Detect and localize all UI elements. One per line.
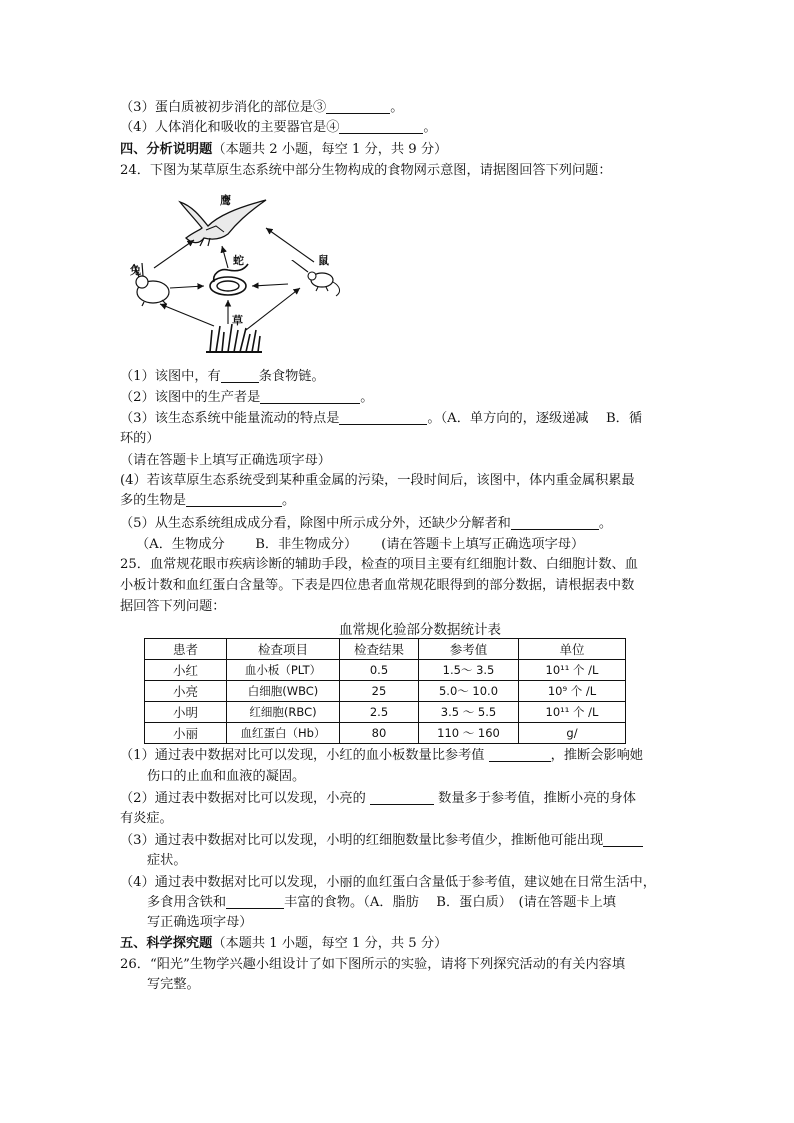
q24-part3-cont: 环的） [120,431,160,446]
q26-stem-cont: 写完整。 [147,977,200,992]
reference-cell: 5.0～ 10.0 [419,681,519,702]
table-row [145,702,626,723]
mouse-icon [308,272,340,296]
result-cell: 0.5 [340,660,419,681]
q25-part4-tip: 写正确选项字母） [147,915,253,930]
q24-part1: （1）该图中，有 条食物链。 [120,369,325,384]
answer-blank[interactable] [326,99,390,114]
item-cell: 血小板（PLT） [227,660,340,681]
column-header: 患者 [145,639,227,660]
answer-blank[interactable] [370,790,434,805]
arrow-rabbit-eagle [154,240,194,268]
item-cell: 白细胞(WBC) [227,681,340,702]
mouse-eagle-arrow [258,210,318,265]
column-header: 检查项目 [227,639,340,660]
section-heading: 四、分析说明题（本题共 2 小题，每空 1 分，共 9 分） [120,142,448,157]
unit-cell: 10¹¹ 个 /L [519,702,626,723]
q25-stem-2: 小板计数和血红蛋白含量等。下表是四位患者血常规花眼得到的部分数据，请根据表中数 [120,578,635,593]
q24-part4: (4）若该草原生态系统受到某种重金属的污染，一段时间后，该图中，体内重金属积累最 [120,473,635,488]
q23-part3: （3）蛋白质被初步消化的部位是③ 。 [120,100,404,115]
answer-blank[interactable] [511,515,599,530]
q25-part3-cont: 症状。 [147,853,187,868]
grass-label: 草 [232,314,243,327]
q25-part1-cont: 伤口的止血和血液的凝固。 [147,769,306,784]
eagle-label: 鹰 [220,194,231,207]
arrow-mouse-to-eagle [266,228,314,262]
patient-cell: 小亮 [145,681,227,702]
result-cell: 25 [340,681,419,702]
rabbit-label: 兔 [130,264,141,277]
unit-cell: 10⁹ 个 /L [519,681,626,702]
q25-part3: （3）通过表中数据对比可以发现，小明的红细胞数量比参考值少，推断他可能出现 [120,831,643,851]
snake-label: 蛇 [233,254,244,267]
q25-part2: （2）通过表中数据对比可以发现，小亮的 数量多于参考值，推断小亮的身体 [120,791,636,806]
table-row [145,660,626,681]
patient-cell: 小丽 [145,723,227,744]
mouse-label: 鼠 [318,254,329,267]
answer-blank[interactable] [489,747,551,762]
item-cell: 红细胞(RBC) [227,702,340,723]
reference-cell: 3.5 ～ 5.5 [419,702,519,723]
blood-test-table [144,638,626,744]
answer-blank[interactable] [226,894,284,909]
q24-stem: 24．下图为某草原生态系统中部分生物构成的食物网示意图，请据图回答下列问题： [120,163,612,178]
q23-part4: （4）人体消化和吸收的主要器官是④ 。 [120,120,437,135]
q26-stem: 26．“阳光”生物学兴趣小组设计了如下图所示的实验，请将下列探究活动的有关内容填 [120,957,626,972]
q24-part5-options: （A．生物成分 B．非生物成分） (请在答题卡上填写正确选项字母） [136,537,585,552]
q24-part5: （5）从生态系统组成成分看，除图中所示成分外，还缺少分解者和 。 [120,516,613,531]
mouse-arrows [200,260,310,360]
table-title: 血常规化验部分数据统计表 [339,622,501,638]
q25-part4: （4）通过表中数据对比可以发现，小丽的血红蛋白含量低于参考值，建议她在日常生活中， [120,875,656,890]
answer-blank[interactable] [186,492,282,507]
q24-part3-tip: （请在答题卡上填写正确选项字母） [120,453,331,468]
q25-part1: （1）通过表中数据对比可以发现，小红的血小板数量比参考值 ，推断会影响她 [120,748,643,763]
q24-part3: （3）该生态系统中能量流动的特点是 。（A．单方向的，逐级递减 B．循 [120,411,643,426]
table-row [145,723,626,744]
answer-blank[interactable] [339,119,423,134]
column-header: 检查结果 [340,639,419,660]
q24-part2: （2）该图中的生产者是 。 [120,390,374,405]
table-header-row [145,639,626,660]
result-cell: 2.5 [340,702,419,723]
answer-blank[interactable] [221,368,259,383]
arrow-rabbit-snake [170,286,204,288]
answer-blank[interactable] [260,389,360,404]
column-header: 参考值 [419,639,519,660]
reference-cell: 110 ～ 160 [419,723,519,744]
table-row [145,681,626,702]
q24-part4-cont: 多的生物是 。 [120,493,296,508]
result-cell: 80 [340,723,419,744]
q25-part4-cont: 多食用含铁和 丰富的食物。（A．脂肪 B．蛋白质） (请在答题卡上填 [147,895,616,910]
patient-cell: 小红 [145,660,227,681]
patient-cell: 小明 [145,702,227,723]
arrow-grass-mouse [246,288,300,330]
reference-cell: 1.5～ 3.5 [419,660,519,681]
unit-cell: 10¹¹ 个 /L [519,660,626,681]
column-header: 单位 [519,639,626,660]
unit-cell: g/ [519,723,626,744]
item-cell: 血红蛋白（Hb） [227,723,340,744]
answer-blank[interactable] [339,410,427,425]
q25-part2-cont: 有炎症。 [120,811,173,826]
q25-stem-3: 据回答下列问题： [120,599,226,614]
answer-blank[interactable] [603,832,643,847]
section-heading: 五、科学探究题（本题共 1 小题，每空 1 分，共 5 分） [120,936,448,951]
q25-stem-1: 25．血常规花眼市疾病诊断的辅助手段，检查的项目主要有红细胞计数、白细胞计数、血 [120,557,638,572]
